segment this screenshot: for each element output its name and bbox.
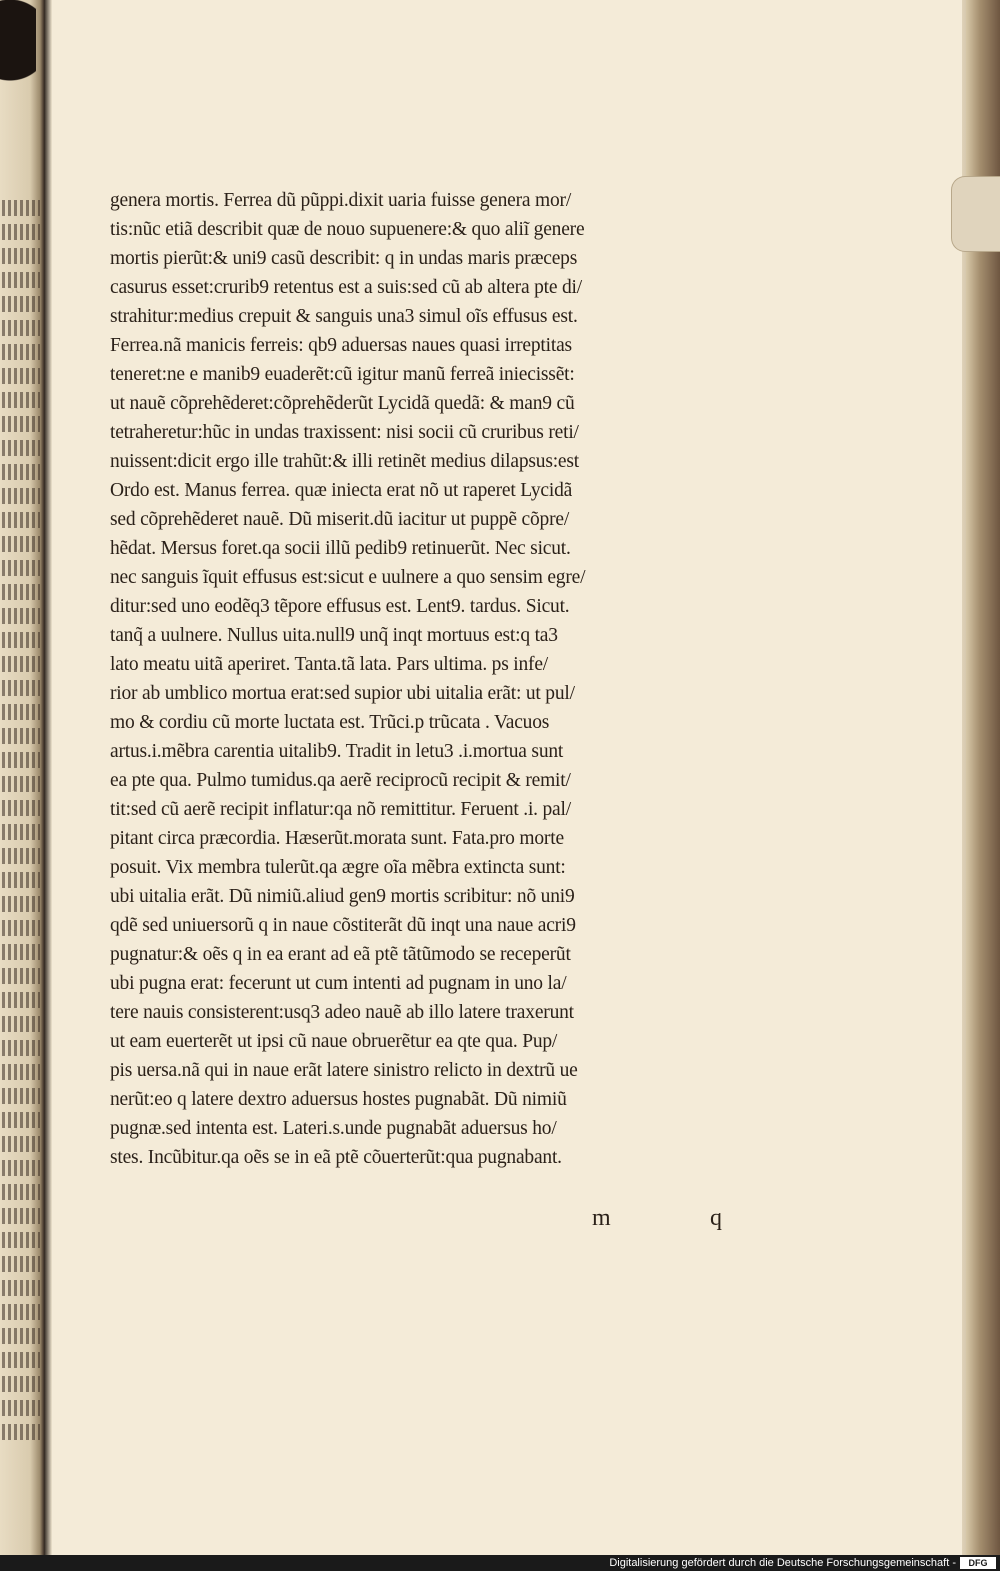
text-line: ea pte qua. Pulmo tumidus.qa aerẽ reciprocũ recipit & remit/	[110, 770, 571, 791]
text-line: rior ab umblico mortua erat:sed supior ubi uitalia erãt: ut pul/	[110, 683, 575, 704]
facing-page-text-fragment	[2, 1016, 40, 1032]
funding-credit: Digitalisierung gefördert durch die Deutsche Forschungsgemeinschaft -	[609, 1557, 956, 1569]
facing-page-text-fragment	[2, 392, 40, 408]
facing-page-text-fragment	[2, 728, 40, 744]
facing-page-text-fragment	[2, 512, 40, 528]
facing-page-text-fragment	[2, 776, 40, 792]
text-line: tis:nũc etiã describit quæ de nouo supuenere:& quo aliĩ genere	[110, 219, 585, 240]
signature-left: m	[592, 1205, 611, 1231]
facing-page-text-fragment	[2, 416, 40, 432]
signature-right: q	[710, 1205, 722, 1231]
text-line: ubi pugna erat: fecerunt ut cum intenti ad pugnam in uno la/	[110, 973, 567, 994]
facing-page-text-fragment	[2, 920, 40, 936]
text-line: stes. Incũbitur.qa oẽs se in eã ptẽ cõuerterũt:qua pugnabant.	[110, 1147, 562, 1168]
facing-page-text-fragment	[2, 704, 40, 720]
facing-page-text-fragment	[2, 968, 40, 984]
facing-page-text-fragment	[2, 824, 40, 840]
text-line: casurus esset:crurib9 retentus est a suis:sed cũ ab altera pte di/	[110, 277, 582, 298]
text-line: nec sanguis ĩquit effusus est:sicut e uulnere a quo sensim egre/	[110, 567, 586, 588]
facing-page-text-fragment	[2, 1400, 40, 1416]
facing-page-text-fragment	[2, 1232, 40, 1248]
facing-page-text-fragment	[2, 1112, 40, 1128]
text-line: strahitur:medius crepuit & sanguis una3 simul oĩs effusus est.	[110, 306, 578, 327]
text-line: lato meatu uitã aperiret. Tanta.tã lata. Pars ultima. ps infe/	[110, 654, 549, 675]
text-line: mortis pierũt:& uni9 casũ describit: q in undas maris præceps	[110, 248, 578, 269]
text-line: hẽdat. Mersus foret.qa socii illũ pedib9 retinuerũt. Nec sicut.	[110, 538, 571, 559]
text-line: qdẽ sed uniuersorũ q in naue cõstiterãt dũ inqt una naue acri9	[110, 915, 576, 936]
facing-page-text-fragment	[2, 200, 40, 216]
text-line: nerũt:eo q latere dextro aduersus hostes pugnabãt. Dũ nimiũ	[110, 1089, 567, 1110]
facing-page-text-fragment	[2, 608, 40, 624]
facing-page-text-fragment	[2, 944, 40, 960]
facing-page-text-fragment	[2, 1376, 40, 1392]
binding-shadow	[0, 0, 36, 100]
text-line: tit:sed cũ aerẽ recipit inflatur:qa nõ remittitur. Feruent .i. pal/	[110, 799, 571, 820]
page-tab	[951, 176, 1000, 252]
facing-page-text-fragment	[2, 632, 40, 648]
facing-page-text-fragment	[2, 584, 40, 600]
facing-page-text-fragment	[2, 1328, 40, 1344]
facing-page-text-fragment	[2, 464, 40, 480]
text-line: teneret:ne e manib9 euaderẽt:cũ igitur manũ ferreã iniecissẽt:	[110, 364, 575, 385]
text-line: artus.i.mẽbra carentia uitalib9. Tradit in letu3 .i.mortua sunt	[110, 741, 564, 762]
facing-page-text-fragment	[2, 1088, 40, 1104]
facing-page-edge	[0, 0, 44, 1555]
facing-page-text-fragment	[2, 1424, 40, 1440]
facing-page-text-fragment	[2, 656, 40, 672]
facing-page-text-fragment	[2, 1184, 40, 1200]
text-line: ut nauẽ cõprehẽderet:cõprehẽderũt Lycidã quedã: & man9 cũ	[110, 393, 575, 414]
facing-page-text-fragment	[2, 752, 40, 768]
facing-page-text-fragment	[2, 1160, 40, 1176]
text-line: posuit. Vix membra tulerũt.qa ægre oĩa mẽbra extincta sunt:	[110, 857, 566, 878]
footer-bar	[0, 1555, 1000, 1571]
text-line: tanq̃ a uulnere. Nullus uita.null9 unq̃ inqt mortuus est:q ta3	[110, 625, 558, 646]
facing-page-text-fragment	[2, 872, 40, 888]
text-line: ubi uitalia erãt. Dũ nimiũ.aliud gen9 mortis scribitur: nõ uni9	[110, 886, 575, 907]
text-line: pugnatur:& oẽs q in ea erant ad eã ptẽ tãtũmodo se receperũt	[110, 944, 571, 965]
facing-page-text-fragment	[2, 1280, 40, 1296]
text-line: pugnæ.sed intenta est. Lateri.s.unde pugnabãt aduersus ho/	[110, 1118, 557, 1139]
text-line: tetraheretur:hũc in undas traxissent: nisi socii cũ cruribus reti/	[110, 422, 579, 443]
facing-page-text-fragment	[2, 1208, 40, 1224]
facing-page-text-fragment	[2, 680, 40, 696]
facing-page-text-fragment	[2, 848, 40, 864]
text-line: ditur:sed uno eodẽq3 tẽpore effusus est. Lent9. tardus. Sicut.	[110, 596, 570, 617]
facing-page-text-fragment	[2, 248, 40, 264]
commentary-text	[110, 186, 750, 1172]
facing-page-text-fragment	[2, 296, 40, 312]
text-line: tere nauis consisterent:usq3 adeo nauẽ ab illo latere traxerunt	[110, 1002, 574, 1023]
text-line: ut eam euerterẽt ut ipsi cũ naue obruerẽtur ea qte qua. Pup/	[110, 1031, 558, 1052]
facing-page-text-fragment	[2, 1256, 40, 1272]
text-line: genera mortis. Ferrea dũ pũppi.dixit uaria fuisse genera mor/	[110, 190, 572, 211]
facing-page-text-fragment	[2, 1040, 40, 1056]
signature-mark	[592, 1205, 722, 1239]
facing-page-text-fragment	[2, 320, 40, 336]
facing-page-text-fragment	[2, 800, 40, 816]
book-page	[52, 0, 962, 1555]
text-line: nuissent:dicit ergo ille trahũt:& illi retinẽt medius dilapsus:est	[110, 451, 579, 472]
facing-page-text-fragment	[2, 1304, 40, 1320]
text-line: pis uersa.nã qui in naue erãt latere sinistro relicto in dextrũ ue	[110, 1060, 578, 1081]
text-line: Ferrea.nã manicis ferreis: qb9 aduersas naues quasi irreptitas	[110, 335, 572, 356]
facing-page-text-fragment	[2, 272, 40, 288]
text-line: pitant circa præcordia. Hæserũt.morata sunt. Fata.pro morte	[110, 828, 564, 849]
facing-page-text-fragment	[2, 896, 40, 912]
facing-page-text-fragment	[2, 488, 40, 504]
text-line: Ordo est. Manus ferrea. quæ iniecta erat nõ ut raperet Lycidã	[110, 480, 573, 501]
text-line: sed cõprehẽderet nauẽ. Dũ miserit.dũ iacitur ut puppẽ cõpre/	[110, 509, 570, 530]
facing-page-text-fragment	[2, 368, 40, 384]
facing-page-text-fragment	[2, 992, 40, 1008]
facing-page-text-fragment	[2, 224, 40, 240]
facing-page-text-fragment	[2, 1136, 40, 1152]
facing-page-text-fragment	[2, 344, 40, 360]
facing-page-text-fragment	[2, 536, 40, 552]
facing-page-text-fragment	[2, 1352, 40, 1368]
facing-page-text-fragment	[2, 440, 40, 456]
facing-page-text-fragment	[2, 560, 40, 576]
text-line: mo & cordiu cũ morte luctata est. Trũci.p trũcata . Vacuos	[110, 712, 550, 733]
facing-page-text-fragment	[2, 1064, 40, 1080]
dfg-logo: DFG	[960, 1557, 996, 1569]
